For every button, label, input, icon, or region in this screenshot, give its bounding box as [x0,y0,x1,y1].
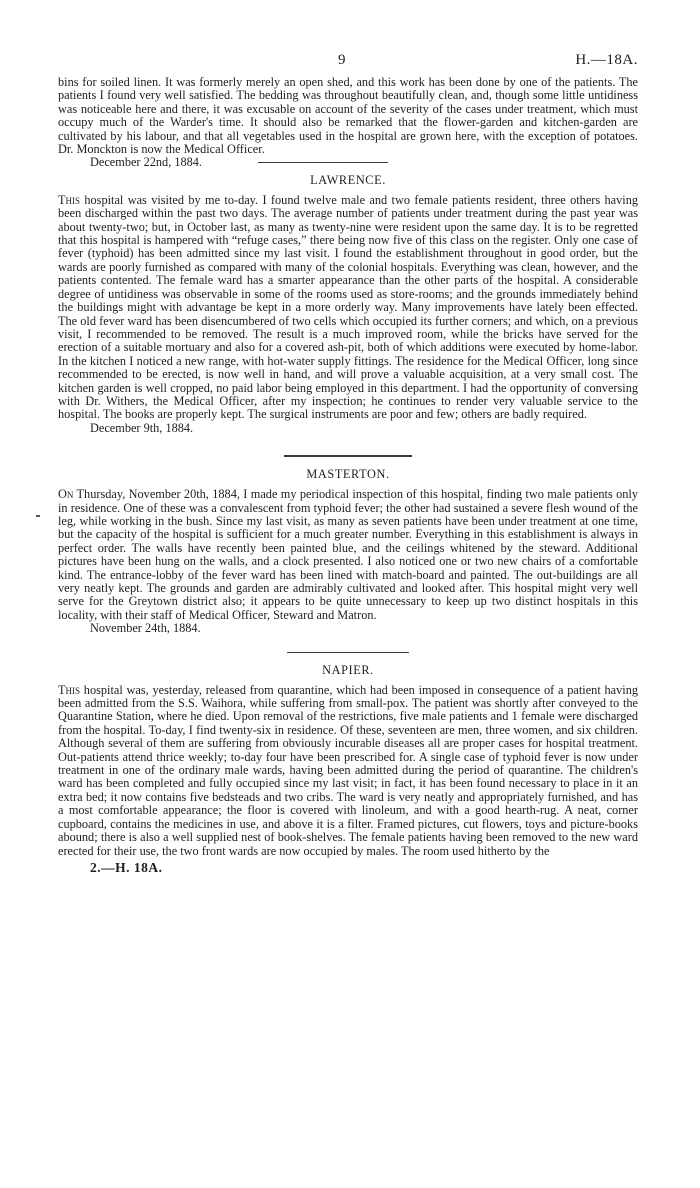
paragraph-body: hospital was, yesterday, released from quarantine, which had been imposed in consequence of a patient having been admitted from the S.S. Waihora, while suffering from small-pox. The patient was shortly after conveyed to the Quarantine Station, where he died. Upon removal of the restrictions, five male patients and 1 female were discharged from the hospital. To-day, I find twenty-six in residence. Of these, seventeen are men, three women, and six children. Although several of them are suffering from obviously incurable diseases all are proper cases for hospital treatment. Out-patients attend thrice weekly; to-day four have been prescribed for. A single case of typhoid fever is now under treatment in one of the ordinary male wards, having been admitted during the period of quarantine. The children's ward has been completed and fully occupied since my last visit; in fact, it has been found necessary to place in it an extra bed; it now contains five bedsteads and two cribs. The ward is very neatly and appropriately furnished, and has a most comfortable appearance; the floor is covered with linoleum, and with a good hearth-rug. A neat, corner cupboard, contains the medicines in use, and above it is a filter. Framed pictures, cut flowers, toys and picture-books abound; there is also a well supplied nest of book-shelves. The female patients having been removed to the new ward erected for their use, the two front wards are now occupied by males. The room used hitherto by the [58,682,638,858]
paper-reference: H.—18A. [575,52,638,68]
document-page [58,52,638,876]
section-date-masterton: November 24th, 1884. [90,621,201,636]
paragraph-body: hospital was visited by me to-day. I found twelve male and two female patients resident, three others having been discharged within the past two days. The average number of patients under treatment during the past year was about twenty-two; but, in October last, as many as twenty-nine were resident upon the same day. It is to be regretted that this hospital is hampered with “refuge cases,” there being now five of this class on the register. Only one case of fever (typhoid) has been admitted since my last visit. I found the establishment throughout in good order, but the wards are poorly furnished as compared with many of the colonial hospitals. Everything was clean, however, and the patients contented. The female ward has a smarter appearance than the other parts of the hospital. A considerable degree of untidiness was observable in some of the rooms used as store-rooms; and the grounds immediately behind the buildings might with advantage be kept in a more orderly way. Many improvements have lately been effected. The old fever ward has been disencumbered of two cells which occupied its further corners; and which, on a previous visit, I recommended to be removed. The result is a much improved room, while the bricks have served for the erection of a suitable mortuary and also for a covered ash-pit, both of which additions were executed by home-labor. In the kitchen I noticed a new range, with hot-water supply fittings. The residence for the Medical Officer, long since recommended to be erected, is now well in hand, and will prove a valuable acquisition, at a very small cost. The kitchen garden is well cropped, no paid labor being employed in this department. I had the opportunity of conversing with Dr. Withers, the Medical Officer, after my inspection; he continues to render very valuable service to the hospital. The books are properly kept. The surgical instruments are poor and few; others are badly required. [58,192,638,422]
page-number: 9 [338,52,346,68]
paragraph-body: Thursday, November 20th, 1884, I made my periodical inspection of this hospital, finding two male patients only in residence. One of these was a convalescent from typhoid fever; the other had sustained a severe flesh wound of the leg, while working in the bush. Since my last visit, as many as seven patients have been under treatment at one time, but the capacity of the hospital is sufficient for a much greater number. Everything in this establishment is always in perfect order. The walls have recently been painted blue, and the ceilings whitened by the steward. Additional pictures have been hung on the walls, and a clock presented. I also noticed one or two new chairs of a comfortable kind. The entrance-lobby of the fever ward has been lined with match-board and painted. The out-buildings are all very neatly kept. The grounds and garden are admirably cultivated and looked after. This hospital might very well serve for the Greytown district also; it appears to be quite unnecessary to keep up two distinct hospitals in this locality, with their staff of Medical Officer, Steward and Matron. [58,487,638,622]
section-divider [284,455,412,457]
lead-word: This [58,192,81,207]
section-heading-lawrence: LAWRENCE. [310,172,386,187]
section-heading-masterton: MASTERTON. [306,467,390,482]
page-signature: 2.—H. 18A. [90,859,163,875]
section-paragraph-napier [58,684,638,858]
continuation-paragraph: bins for soiled linen. It was formerly merely an open shed, and this work has been done by one of the patients. The patients I found very well satisfied. The bedding was throughout beautifully clean, and, though some little untidiness was noticeable here and there, it was excusable on account of the severity of the cases under treatment, which must occupy much of the Warder's time. It should also be remarked that the flower-garden and kitchen-garden are cultivated by his labour, and that all vegetables used in the hospital are grown here, with the exception of potatoes. Dr. Monckton is now the Medical Officer. [58,75,638,157]
section-divider [258,162,388,163]
page-header [58,52,638,76]
lead-word: On [58,487,74,502]
section-paragraph-lawrence [58,194,638,422]
section-divider [287,652,409,653]
section-date-lawrence: December 9th, 1884. [90,420,194,435]
continuation-date: December 22nd, 1884. [90,155,203,170]
margin-mark [36,515,40,517]
section-heading-napier: NAPIER. [322,662,374,677]
section-paragraph-masterton [58,488,638,622]
lead-word: This [58,682,81,697]
